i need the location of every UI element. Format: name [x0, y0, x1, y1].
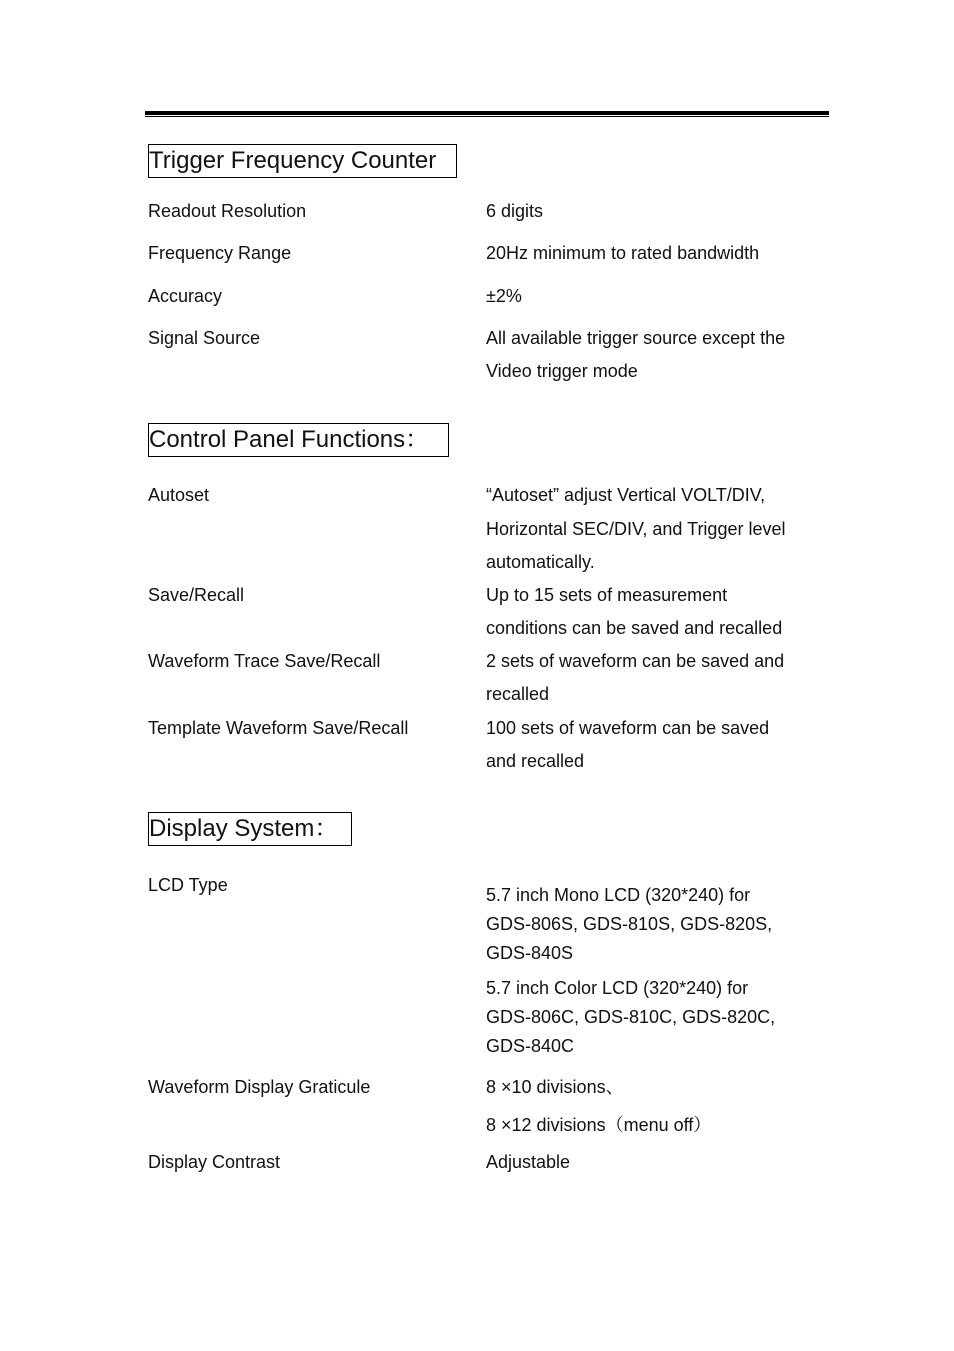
- section-title-display-system: Display System：: [148, 812, 352, 846]
- spec-label-waveform-display-graticule: Waveform Display Graticule: [148, 1077, 371, 1097]
- spec-label-save-recall: Save/Recall: [148, 585, 245, 605]
- spec-value-signal-source-line-2: Video trigger mode: [486, 361, 638, 381]
- spec-value-lcd-mono-line-2: GDS-806S, GDS-810S, GDS-820S,: [486, 914, 773, 934]
- spec-label-signal-source: Signal Source: [148, 328, 261, 348]
- spec-label-autoset: Autoset: [148, 485, 210, 505]
- spec-value-lcd-mono-line-3: GDS-840S: [486, 943, 574, 963]
- spec-value-lcd-color-line-2: GDS-806C, GDS-810C, GDS-820C,: [486, 1007, 776, 1027]
- spec-value-waveform-trace-line-1: 2 sets of waveform can be saved and: [486, 651, 785, 671]
- spec-value-save-recall-line-2: conditions can be saved and recalled: [486, 618, 783, 638]
- header-rule-thin: [145, 116, 829, 117]
- spec-value-readout-resolution: 6 digits: [486, 201, 544, 221]
- spec-value-accuracy: ±2%: [486, 286, 522, 306]
- spec-label-lcd-type: LCD Type: [148, 875, 228, 895]
- spec-value-autoset-line-1: “Autoset” adjust Vertical VOLT/DIV,: [486, 485, 766, 505]
- spec-value-frequency-range: 20Hz minimum to rated bandwidth: [486, 243, 760, 263]
- spec-label-readout-resolution: Readout Resolution: [148, 201, 307, 221]
- spec-label-display-contrast: Display Contrast: [148, 1152, 281, 1172]
- spec-value-autoset-line-2: Horizontal SEC/DIV, and Trigger level: [486, 519, 786, 539]
- spec-value-signal-source-line-1: All available trigger source except the: [486, 328, 786, 348]
- spec-label-template-waveform-save-recall: Template Waveform Save/Recall: [148, 718, 409, 738]
- spec-label-accuracy: Accuracy: [148, 286, 223, 306]
- section-title-control-panel-functions: Control Panel Functions：: [148, 423, 449, 457]
- spec-value-display-contrast: Adjustable: [486, 1152, 571, 1172]
- spec-value-lcd-mono-line-1: 5.7 inch Mono LCD (320*240) for: [486, 885, 751, 905]
- spec-value-graticule-line-2: 8 ×12 divisions（menu off）: [486, 1115, 712, 1135]
- spec-value-template-waveform-line-1: 100 sets of waveform can be saved: [486, 718, 770, 738]
- spec-value-waveform-trace-line-2: recalled: [486, 684, 550, 704]
- header-rule-thick: [145, 111, 829, 115]
- spec-value-lcd-color-line-3: GDS-840C: [486, 1036, 575, 1056]
- spec-value-lcd-color-line-1: 5.7 inch Color LCD (320*240) for: [486, 978, 749, 998]
- spec-value-autoset-line-3: automatically.: [486, 552, 595, 572]
- spec-value-save-recall-line-1: Up to 15 sets of measurement: [486, 585, 728, 605]
- spec-label-frequency-range: Frequency Range: [148, 243, 292, 263]
- section-title-trigger-frequency-counter: Trigger Frequency Counter: [148, 144, 457, 178]
- spec-value-template-waveform-line-2: and recalled: [486, 751, 585, 771]
- spec-label-waveform-trace-save-recall: Waveform Trace Save/Recall: [148, 651, 381, 671]
- spec-value-graticule-line-1: 8 ×10 divisions、: [486, 1077, 624, 1097]
